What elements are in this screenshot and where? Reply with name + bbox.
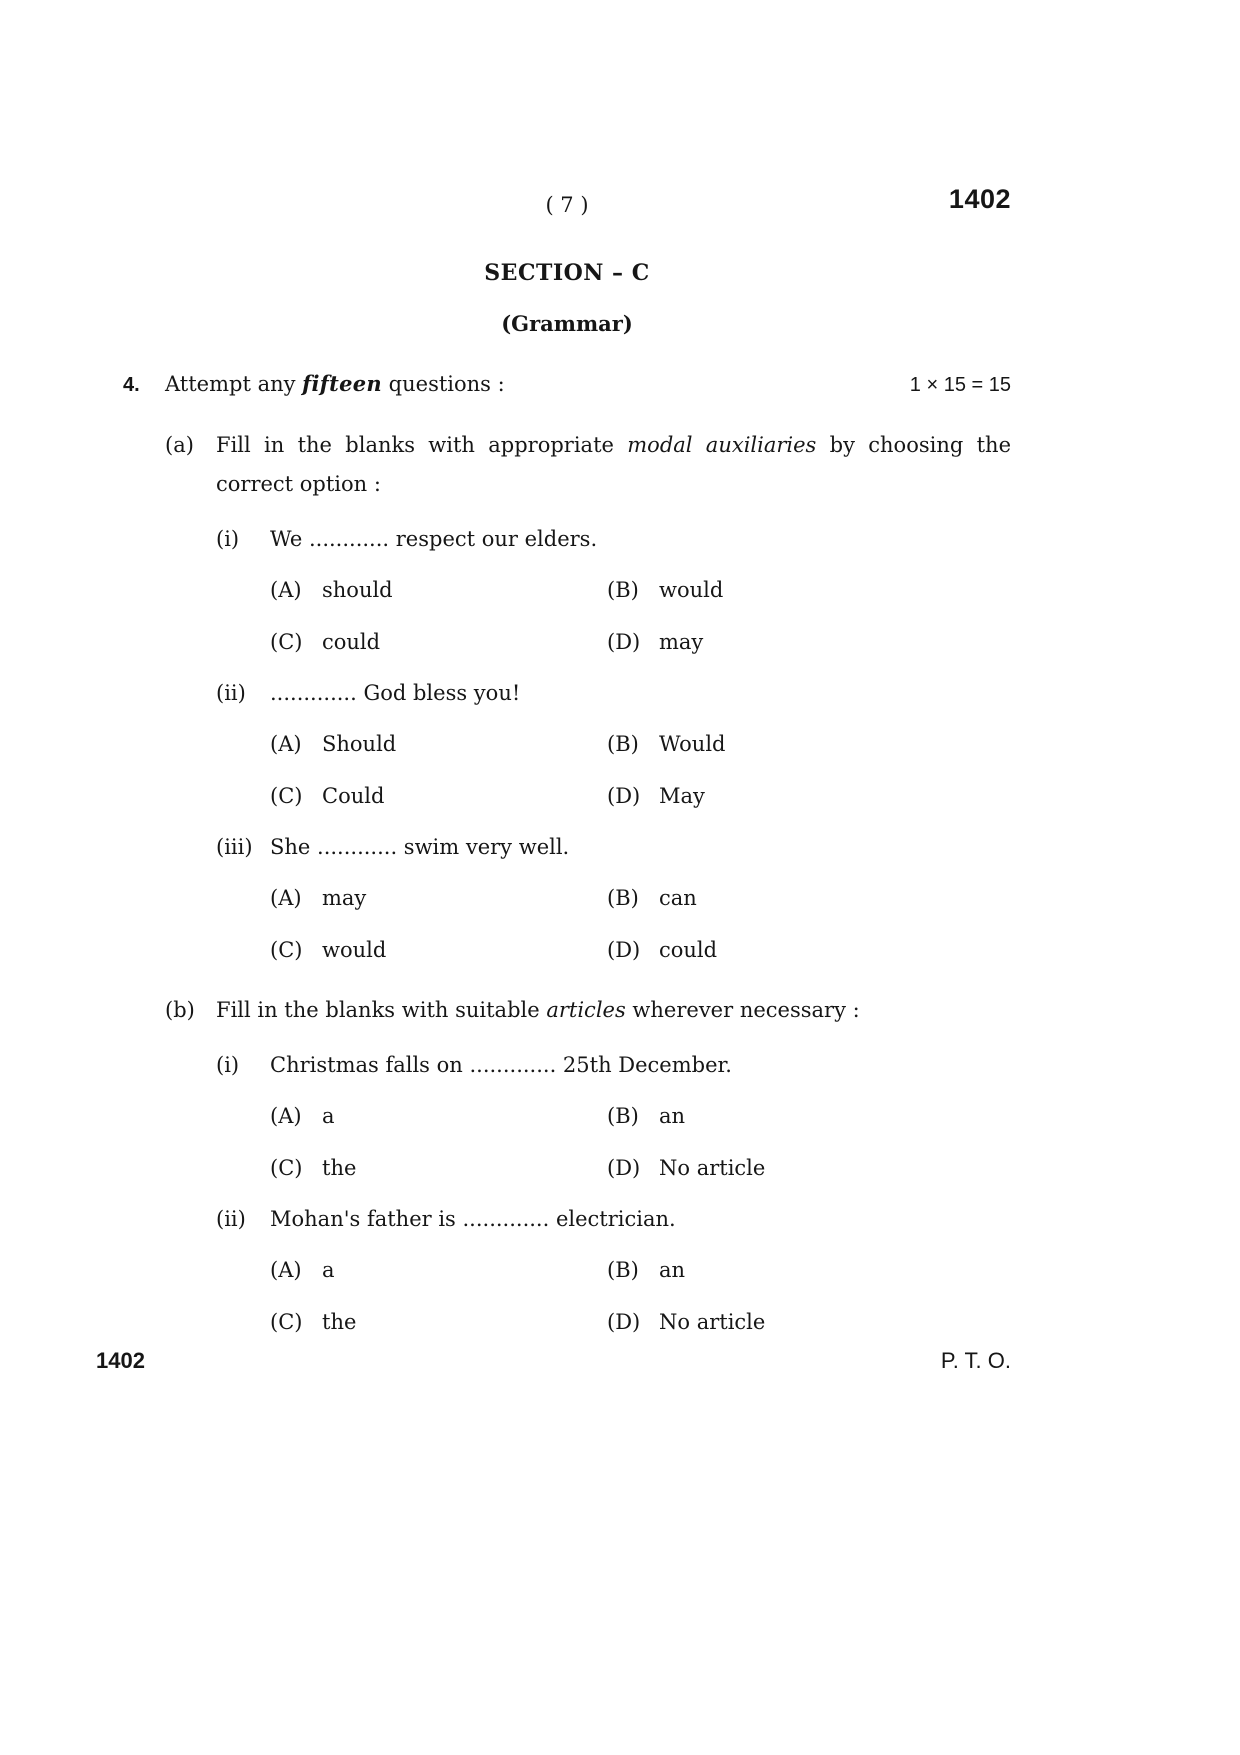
part-label: (a) [165, 433, 194, 457]
options-grid-a-iii [270, 883, 1011, 966]
subquestion-label: (i) [216, 1053, 240, 1077]
option-label: (D) [607, 1156, 641, 1180]
subquestion-text: Mohan's father is ............. electrician. [270, 1207, 676, 1231]
option-label: (B) [607, 578, 639, 602]
option-text: would [659, 578, 724, 602]
option-label: (C) [270, 1310, 303, 1334]
question-text [165, 368, 910, 400]
option-text: an [659, 1104, 686, 1128]
option-label: (B) [607, 1258, 639, 1282]
option-text: No article [659, 1156, 766, 1180]
part-intro-pre: Fill in the blanks with suitable [216, 998, 547, 1022]
subquestion-a-ii [216, 678, 1011, 709]
subquestion-label: (i) [216, 527, 240, 551]
options-grid-b-ii [270, 1255, 1011, 1338]
section-subtitle: (Grammar) [501, 311, 633, 336]
option-text: an [659, 1258, 686, 1282]
page-header [123, 184, 1011, 224]
options-grid-b-i [270, 1101, 1011, 1184]
subquestion-a-iii [216, 832, 1011, 863]
option-label: (A) [270, 1258, 302, 1282]
subquestion-a-i [216, 524, 1011, 555]
option-label: (D) [607, 1310, 641, 1334]
section-title: SECTION – C [484, 260, 650, 286]
option-text: a [322, 1258, 335, 1282]
subquestion-label: (iii) [216, 835, 253, 859]
option-text: could [659, 938, 718, 962]
option-text: may [322, 886, 367, 910]
option-label: (C) [270, 1156, 303, 1180]
options-grid-a-ii [270, 729, 1011, 812]
part-intro-post: by choosing the correct option : [216, 433, 1012, 496]
option-text: May [659, 784, 705, 808]
question-marks: 1 × 15 = 15 [909, 374, 1011, 396]
part-a-row [165, 426, 1011, 504]
option-label: (D) [607, 630, 641, 654]
paper-code-top: 1402 [948, 184, 1011, 214]
page-footer [96, 1345, 1011, 1376]
option-label: (D) [607, 784, 641, 808]
option-label: (B) [607, 732, 639, 756]
part-intro-post: wherever necessary : [625, 998, 860, 1022]
part-intro-pre: Fill in the blanks with appropriate [216, 433, 628, 457]
option-label: (A) [270, 886, 302, 910]
part-label: (b) [165, 998, 195, 1022]
option-label: (B) [607, 1104, 639, 1128]
option-text: could [322, 630, 381, 654]
page-number: ( 7 ) [545, 193, 589, 217]
subquestion-label: (ii) [216, 681, 246, 705]
subquestion-text: ............. God bless you! [270, 681, 521, 705]
question-text-emphasis: fifteen [302, 371, 382, 396]
option-label: (A) [270, 578, 302, 602]
option-text: should [322, 578, 393, 602]
options-grid-a-i [270, 575, 1011, 658]
question-4-row [123, 368, 1011, 401]
part-intro-italic: modal auxiliaries [627, 433, 817, 457]
subquestion-text: We ............ respect our elders. [270, 527, 598, 551]
option-label: (B) [607, 886, 639, 910]
option-text: the [322, 1156, 357, 1180]
question-text-post: questions : [382, 372, 505, 396]
option-text: No article [659, 1310, 766, 1334]
paper-code-bottom: 1402 [96, 1348, 145, 1373]
option-text: can [659, 886, 697, 910]
part-intro-italic: articles [546, 998, 626, 1022]
option-text: a [322, 1104, 335, 1128]
question-number: 4. [123, 374, 140, 396]
option-label: (C) [270, 630, 303, 654]
subquestion-b-i [216, 1050, 1011, 1081]
page-content [123, 184, 1012, 1338]
option-label: (D) [607, 938, 641, 962]
part-intro [216, 991, 1011, 1030]
subquestion-text: She ............ swim very well. [270, 835, 570, 859]
option-text: the [322, 1310, 357, 1334]
part-intro [216, 426, 1011, 504]
option-label: (A) [270, 732, 302, 756]
question-text-pre: Attempt any [165, 372, 303, 396]
option-text: would [322, 938, 387, 962]
option-text: Could [322, 784, 385, 808]
subquestion-text: Christmas falls on ............. 25th December. [270, 1053, 732, 1077]
option-label: (C) [270, 784, 303, 808]
subquestion-label: (ii) [216, 1207, 246, 1231]
subquestion-b-ii [216, 1204, 1011, 1235]
part-b-row [165, 991, 1011, 1030]
option-text: may [659, 630, 704, 654]
option-label: (C) [270, 938, 303, 962]
option-label: (A) [270, 1104, 302, 1128]
option-text: Should [322, 732, 397, 756]
pto-label: P. T. O. [940, 1348, 1011, 1373]
option-text: Would [659, 732, 726, 756]
